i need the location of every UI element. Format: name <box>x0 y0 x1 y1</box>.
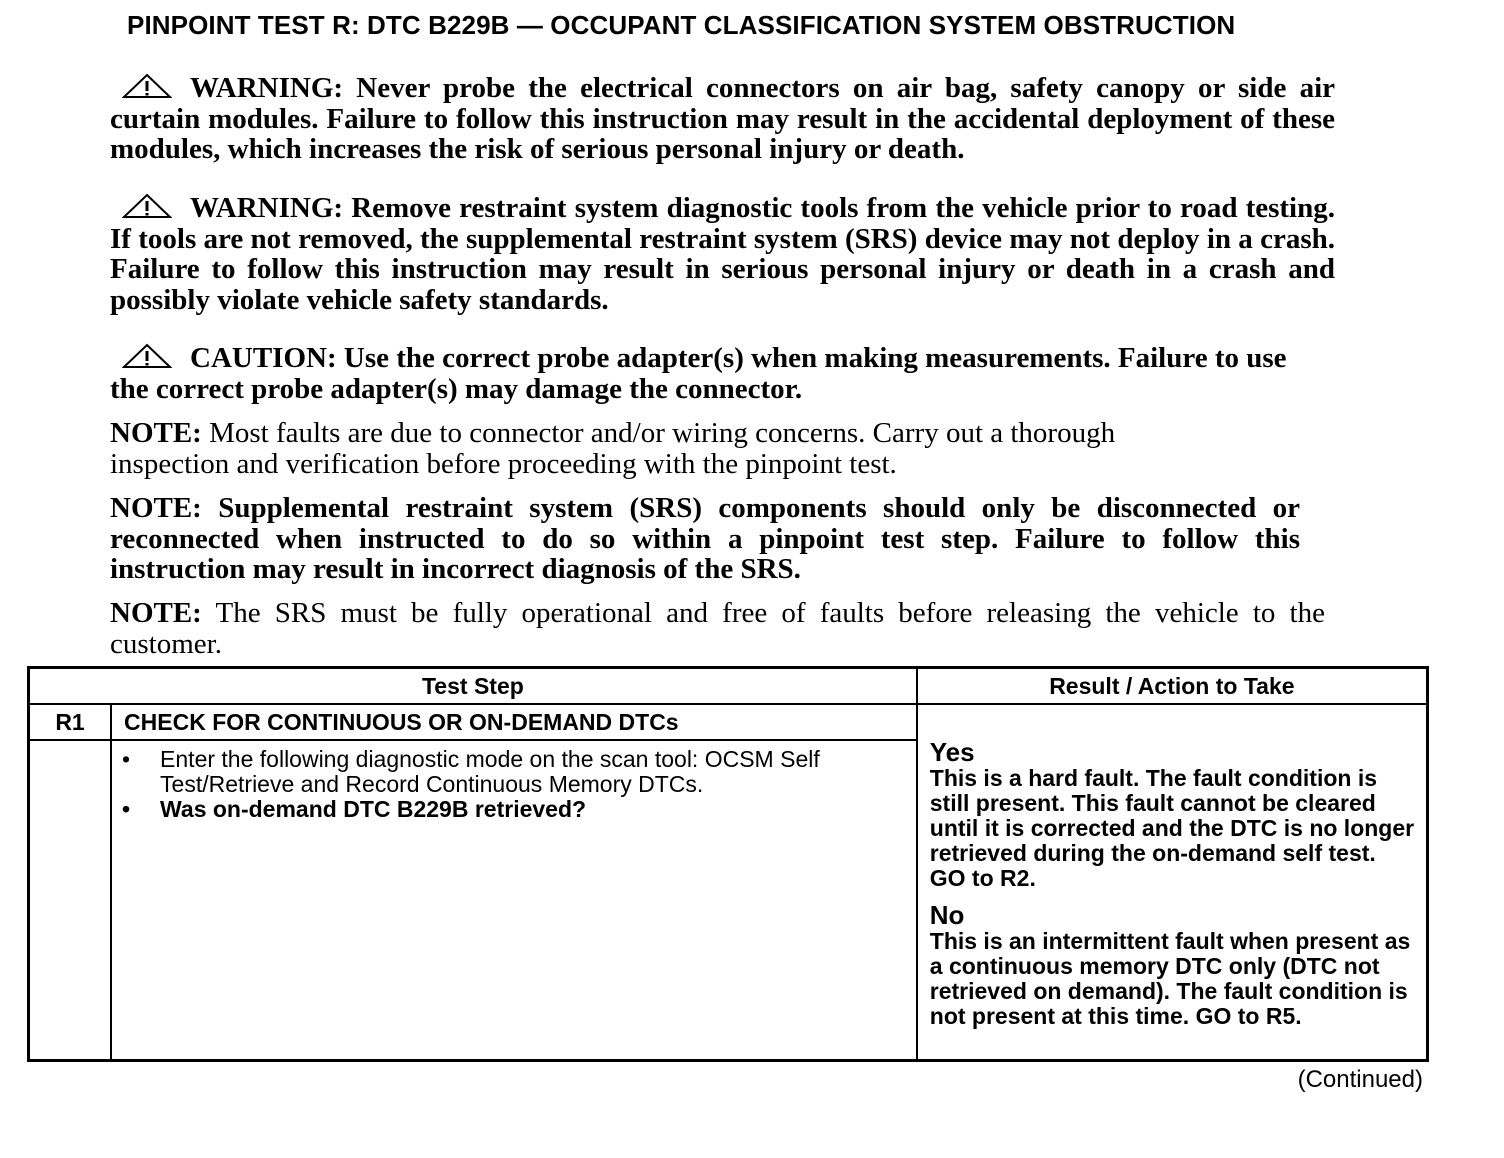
continued-label: (Continued) <box>1297 1066 1423 1093</box>
note-1 <box>110 418 1220 479</box>
goto-link: R2 <box>1000 865 1030 892</box>
warning-text: Never probe the electrical connectors on air bag, safety canopy or side air curtain modules. Failure to follow this instruction may result in the accidental deployment of these modules, which increases the risk of serious personal injury or death. <box>110 72 1336 165</box>
note-text: The SRS must be fully operational and free of faults before releasing the vehicle to the customer. <box>110 597 1325 660</box>
warning-triangle-icon <box>122 73 172 99</box>
note-text: Most faults are due to connector and/or wiring concerns. Carry out a thorough inspection and verification before proceeding with the pinpoint test. <box>110 417 1116 480</box>
result-no-text: This is an intermittent fault when present as a continuous memory DTC only (DTC not retrieved on demand). The fault condition is not present at this time. GO to R5. <box>929 928 1411 1030</box>
empty-cell <box>29 740 112 1060</box>
step-name: CHECK FOR CONTINUOUS OR ON-DEMAND DTCs <box>111 704 917 740</box>
warning-label: WARNING: <box>190 72 344 104</box>
warning-triangle-icon <box>122 193 172 219</box>
result-cell <box>917 704 1428 1060</box>
warning-text: Remove restraint system diagnostic tools from the vehicle prior to road testing. If tools are not removed, the supplemental restraint system (SRS) device may not deploy in a crash. Failure to follow this instruction may result in serious personal injury or death in a crash and possibly violate vehicle safety standards. <box>110 192 1335 316</box>
test-step-header: Test Step <box>29 668 917 705</box>
page-title: PINPOINT TEST R: DTC B229B — OCCUPANT CLASSIFICATION SYSTEM OBSTRUCTION <box>127 10 1236 40</box>
instruction-list <box>112 741 916 822</box>
note-text: Supplemental restraint system (SRS) components should only be disconnected or reconnected when instructed to do so within a pinpoint test step. Failure to follow this instruction may result in incorrect diagnosis of the SRS. <box>110 492 1300 585</box>
goto-link: R5 <box>1265 1003 1296 1030</box>
caution-triangle-icon <box>122 343 172 369</box>
step-id: R1 <box>29 704 112 740</box>
result-yes-text: This is a hard fault. The fault condition is still present. This fault cannot be cleared until it is corrected and the DTC is no longer retrieved during the on-demand self test. GO to R2. <box>929 765 1415 892</box>
caution-notice <box>110 343 1305 404</box>
table-header-row <box>29 668 1428 705</box>
list-item: • Was on-demand DTC B229B retrieved? <box>112 797 916 822</box>
note-label: NOTE: <box>110 417 202 449</box>
warning-notice-1 <box>110 73 1335 165</box>
result-action-header: Result / Action to Take <box>917 668 1428 705</box>
warning-notice-2 <box>110 193 1335 315</box>
warning-label: WARNING: <box>190 192 344 224</box>
caution-text: Use the correct probe adapter(s) when making measurements. Failure to use the correct probe adapter(s) may damage the connector. <box>110 342 1287 405</box>
caution-label: CAUTION: <box>190 342 337 374</box>
note-label: NOTE: <box>110 597 202 629</box>
test-step-table <box>27 666 1429 1062</box>
result-no-label: No <box>929 900 965 931</box>
result-yes-label: Yes <box>929 737 975 768</box>
list-item: • Enter the following diagnostic mode on the scan tool: OCSM Self Test/Retrieve and Record Continuous Memory DTCs. <box>112 747 916 797</box>
table-row <box>29 704 1428 740</box>
step-instructions <box>111 740 917 1060</box>
note-3 <box>110 598 1325 659</box>
note-label: NOTE: <box>110 492 202 524</box>
note-2 <box>110 493 1300 585</box>
